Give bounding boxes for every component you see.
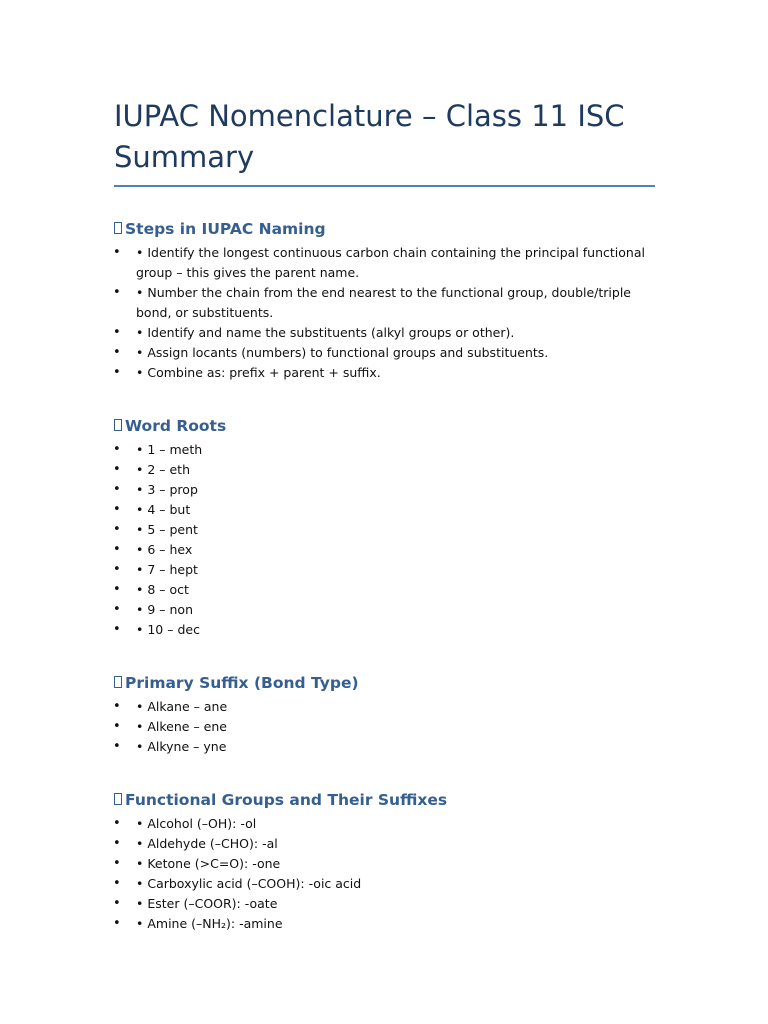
bullet-icon: • xyxy=(113,856,121,871)
bullet-icon: • xyxy=(113,739,121,754)
bullet-icon: • xyxy=(113,916,121,931)
bullet-icon: • xyxy=(113,582,121,597)
list-item: • • Alcohol (–OH): -ol xyxy=(114,814,656,834)
list-item: • • Ketone (>C=O): -one xyxy=(114,854,656,874)
list-item: • • Alkene – ene xyxy=(114,717,656,737)
list-item: • • Assign locants (numbers) to functional groups and substituents. xyxy=(114,343,656,363)
section-steps xyxy=(114,219,656,383)
word-roots-list xyxy=(114,440,656,640)
steps-list xyxy=(114,243,656,383)
list-item: • • Number the chain from the end nearest to the functional group, double/triple bond, or substituents. xyxy=(113,285,631,320)
list-item: • • 3 – prop xyxy=(114,480,656,500)
list-item: • • Amine (–NH₂): -amine xyxy=(114,914,656,934)
bullet-icon: • xyxy=(113,522,121,537)
bullet-icon: • xyxy=(113,816,121,831)
section-heading xyxy=(114,219,656,239)
bullet-icon: • xyxy=(113,442,121,457)
bullet-icon: • xyxy=(113,896,121,911)
list-item: • • Aldehyde (–CHO): -al xyxy=(114,834,656,854)
missing-glyph-icon xyxy=(114,222,122,234)
bullet-icon: • xyxy=(113,285,121,300)
list-item: • • 8 – oct xyxy=(114,580,656,600)
functional-groups-list xyxy=(114,814,656,934)
bullet-icon: • xyxy=(113,345,121,360)
bullet-icon: • xyxy=(113,622,121,637)
bullet-icon: • xyxy=(113,876,121,891)
primary-suffix-list xyxy=(114,697,656,757)
bullet-icon: • xyxy=(113,365,121,380)
bullet-icon: • xyxy=(113,245,121,260)
missing-glyph-icon xyxy=(114,419,122,431)
missing-glyph-icon xyxy=(114,793,122,805)
list-item: • • 1 – meth xyxy=(114,440,656,460)
list-item: • • Identify and name the substituents (alkyl groups or other). xyxy=(114,323,656,343)
document-title: IUPAC Nomenclature – Class 11 ISC Summary xyxy=(114,99,625,174)
bullet-icon: • xyxy=(113,562,121,577)
bullet-icon: • xyxy=(113,699,121,714)
list-item: • • 5 – pent xyxy=(114,520,656,540)
list-item: • • 10 – dec xyxy=(114,620,656,640)
list-item: • • 7 – hept xyxy=(114,560,656,580)
list-item: • • 4 – but xyxy=(114,500,656,520)
section-heading-text: Word Roots xyxy=(125,417,227,435)
list-item: • • 2 – eth xyxy=(114,460,656,480)
section-heading-text: Functional Groups and Their Suffixes xyxy=(125,791,448,809)
bullet-icon: • xyxy=(113,502,121,517)
list-item: • • 9 – non xyxy=(114,600,656,620)
section-primary-suffix xyxy=(114,673,656,757)
list-item: • • 6 – hex xyxy=(114,540,656,560)
section-heading xyxy=(114,673,656,693)
list-item: • • Ester (–COOR): -oate xyxy=(114,894,656,914)
list-item: • • Carboxylic acid (–COOH): -oic acid xyxy=(114,874,656,894)
bullet-icon: • xyxy=(113,325,121,340)
list-item: • • Combine as: prefix + parent + suffix. xyxy=(114,363,656,383)
bullet-icon: • xyxy=(113,602,121,617)
title-underline-rule xyxy=(114,185,655,187)
document-page xyxy=(114,96,656,934)
list-item: • • Identify the longest continuous carbon chain containing the principal functional group – this gives the parent name. xyxy=(113,245,645,280)
bullet-icon: • xyxy=(113,542,121,557)
section-heading-text: Steps in IUPAC Naming xyxy=(125,220,326,238)
list-item: • • Alkyne – yne xyxy=(114,737,656,757)
section-heading-text: Primary Suffix (Bond Type) xyxy=(125,674,359,692)
section-word-roots xyxy=(114,416,656,640)
bullet-icon: • xyxy=(113,836,121,851)
section-heading xyxy=(114,416,656,436)
section-heading xyxy=(114,790,656,810)
missing-glyph-icon xyxy=(114,676,122,688)
list-item: • • Alkane – ane xyxy=(114,697,656,717)
bullet-icon: • xyxy=(113,462,121,477)
section-functional-groups xyxy=(114,790,656,934)
bullet-icon: • xyxy=(113,719,121,734)
bullet-icon: • xyxy=(113,482,121,497)
